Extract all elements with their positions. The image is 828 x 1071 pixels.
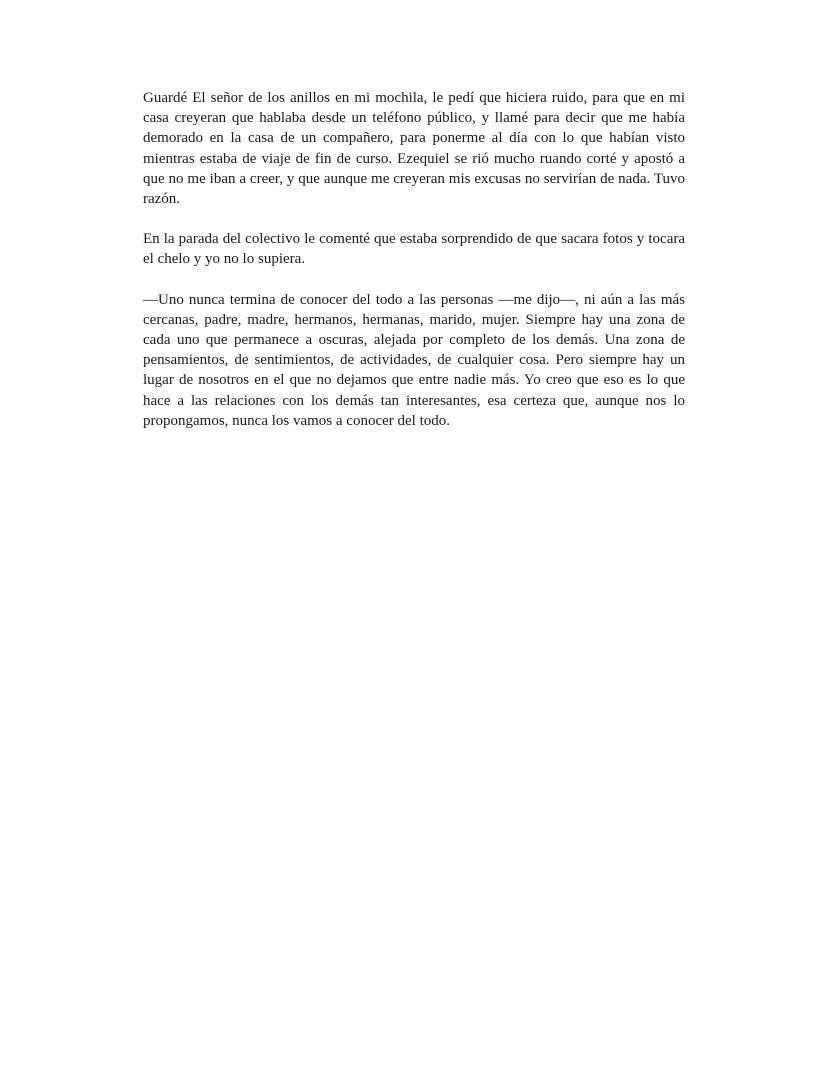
paragraph-2: En la parada del colectivo le comenté que estaba sorprendido de que sacara fotos y tocara el chelo y yo no lo supiera. (143, 231, 685, 268)
paragraph-1: Guardé El señor de los anillos en mi mochila, le pedí que hiciera ruido, para que en mi casa creyeran que hablaba desde un teléfono público, y llamé para decir que me había demorado en la casa de un compañero, para ponerme al día con lo que habían visto mientras estaba de viaje de fin de curso. Ezequiel se rió mucho ruando corté y apostó a que no me iban a creer, y que aunque me creyeran mis excusas no servirían de nada. Tuvo razón. (143, 90, 685, 208)
paragraph-3: —Uno nunca termina de conocer del todo a las personas —me dijo—, ni aún a las más cercanas, padre, madre, hermanos, hermanas, marido, mujer. Siempre hay una zona de cada uno que permanece a oscuras, alejada por completo de los demás. Una zona de pensamientos, de sentimientos, de actividades, de cualquier cosa. Pero siempre hay un lugar de nosotros en el que no dejamos que entre nadie más. Yo creo que eso es lo que hace a las relaciones con los demás tan interesantes, esa certeza que, aunque nos lo propongamos, nunca los vamos a conocer del todo. (143, 291, 685, 429)
document-body (143, 88, 685, 451)
